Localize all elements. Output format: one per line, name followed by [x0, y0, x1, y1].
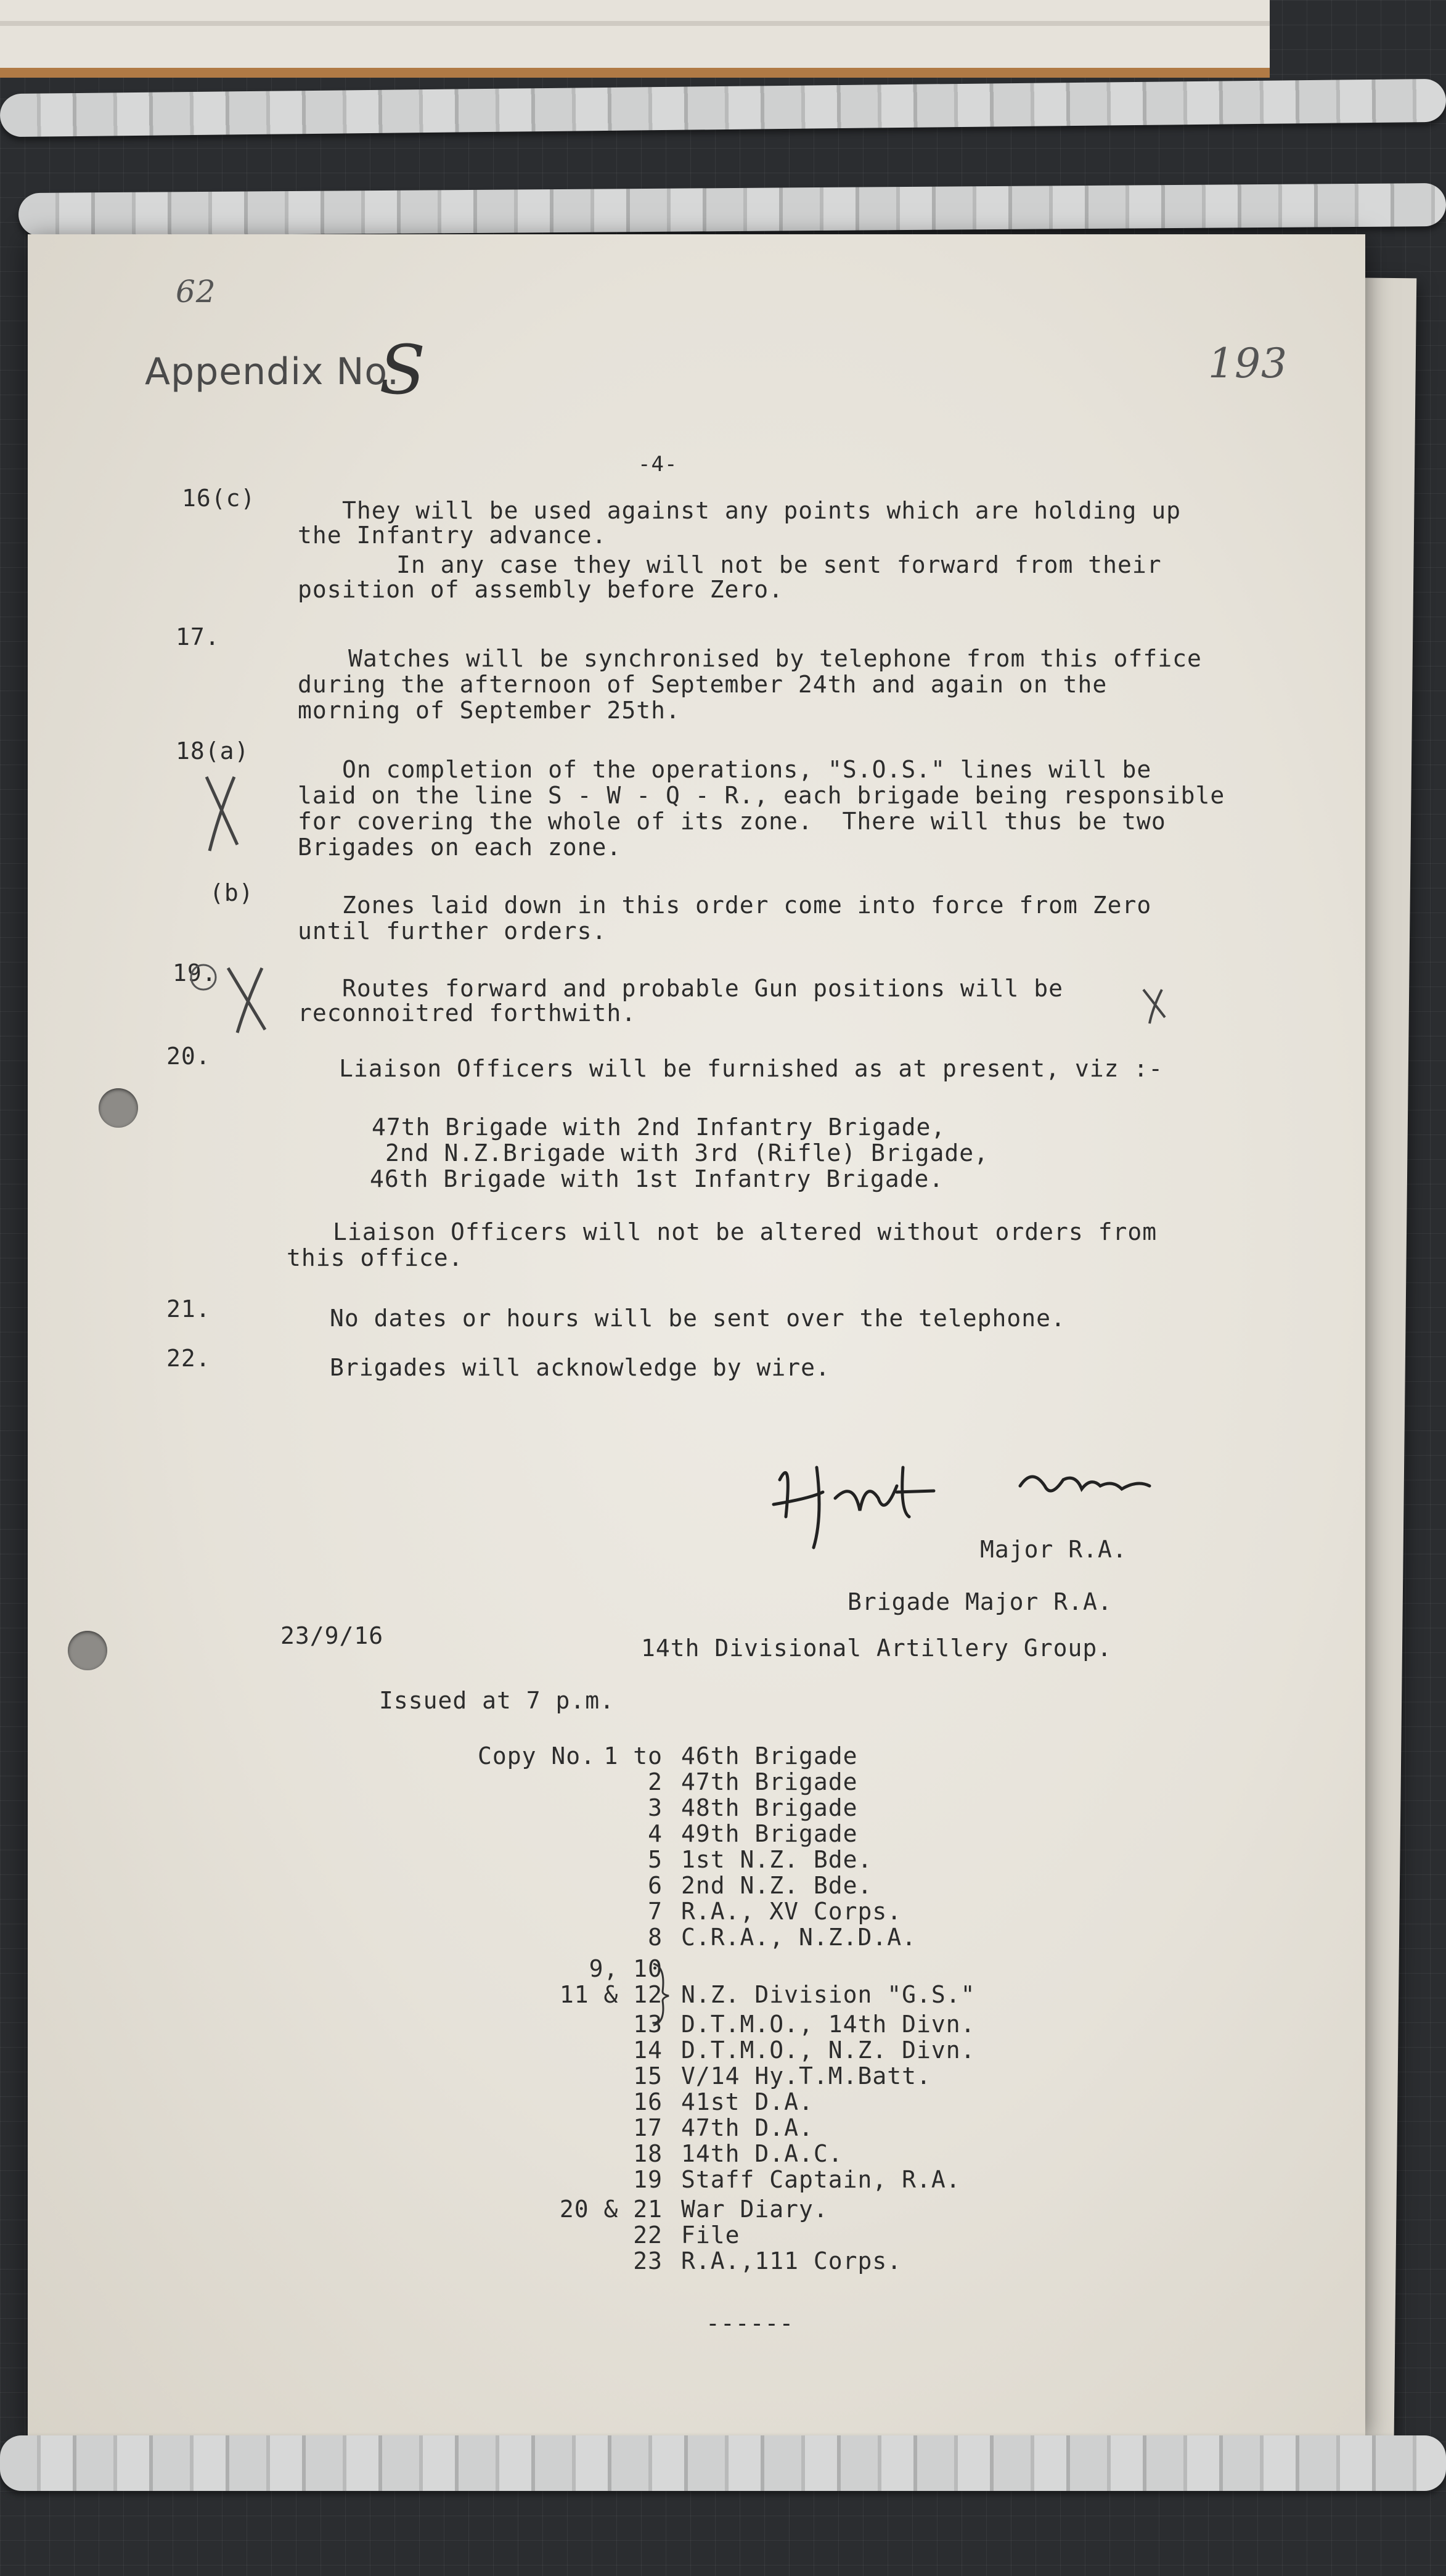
copy-recipient: 2nd N.Z. Bde.	[681, 1872, 873, 1899]
folio-number: 62	[176, 274, 216, 310]
appendix-value: S	[379, 330, 427, 409]
copy-number: 19	[633, 2166, 663, 2193]
folder-edge	[0, 0, 1270, 78]
para-18a-line-4: Brigades on each zone.	[298, 834, 622, 861]
para-20-line-2: 47th Brigade with 2nd Infantry Brigade,	[372, 1114, 946, 1141]
para-18b-line-1: Zones laid down in this order come into force from Zero	[342, 892, 1152, 919]
page-number: 193	[1208, 340, 1288, 387]
copy-number: 4	[648, 1820, 663, 1847]
copy-recipient: R.A., XV Corps.	[681, 1898, 902, 1925]
para-17-line-1: Watches will be synchronised by telephone from this office	[348, 645, 1202, 672]
signature-unit: 14th Divisional Artillery Group.	[641, 1635, 1113, 1662]
copy-number: 22	[633, 2221, 663, 2249]
copy-recipient: 47th D.A.	[681, 2114, 814, 2141]
copy-recipient: File	[681, 2221, 740, 2249]
copy-recipient: 46th Brigade	[681, 1742, 858, 1770]
copy-number: 20 & 21	[559, 2196, 663, 2223]
tick-mark-18a	[194, 765, 250, 857]
copy-number: 9, 10	[589, 1955, 663, 1982]
copy-number: 14	[633, 2037, 663, 2064]
punch-hole-upper	[99, 1088, 138, 1128]
para-20-line-1: Liaison Officers will be furnished as at present, viz :-	[339, 1055, 1164, 1082]
copy-no-prefix: Copy No.	[478, 1742, 596, 1770]
para-18b-line-2: until further orders.	[298, 917, 607, 945]
copy-recipient: D.T.M.O., 14th Divn.	[681, 2011, 976, 2038]
para-18a-line-3: for covering the whole of its zone. There will thus be two	[298, 808, 1166, 835]
para-16c-line-2: the Infantry advance.	[298, 522, 607, 549]
tick-mark-19	[219, 959, 274, 1039]
binding-cord-upper	[18, 183, 1446, 236]
copy-recipient: 41st D.A.	[681, 2088, 814, 2115]
copy-number: 18	[633, 2140, 663, 2167]
para-17-line-2: during the afternoon of September 24th and again on the	[298, 671, 1108, 698]
copy-recipient: 1st N.Z. Bde.	[681, 1846, 873, 1873]
para-19-line-1: Routes forward and probable Gun positions will be	[342, 975, 1064, 1002]
para-17-line-3: morning of September 25th.	[298, 697, 680, 724]
para-16c-line-1: They will be used against any points which are holding up	[342, 497, 1182, 524]
copy-recipient: C.R.A., N.Z.D.A.	[681, 1924, 917, 1951]
copy-number: 11 & 12	[559, 1981, 663, 2008]
appendix-label: Appendix No.	[145, 350, 400, 393]
copy-recipient: 47th Brigade	[681, 1768, 858, 1795]
copy-number: 2	[648, 1768, 663, 1795]
copy-recipient: Staff Captain, R.A.	[681, 2166, 961, 2193]
copy-recipient: D.T.M.O., N.Z. Divn.	[681, 2037, 976, 2064]
circle-mark-19	[188, 962, 219, 993]
copy-number: 7	[648, 1898, 663, 1925]
copy-number: 15	[633, 2062, 663, 2090]
copy-recipient: N.Z. Division "G.S."	[681, 1981, 976, 2008]
copy-number: 6	[648, 1872, 663, 1899]
para-16c-line-4: position of assembly before Zero.	[298, 576, 783, 603]
para-20-line-5: Liaison Officers will not be altered without orders from	[333, 1218, 1158, 1245]
para-16c-number: 16(c)	[182, 485, 256, 512]
signature-rank-1: Major R.A.	[980, 1536, 1127, 1563]
brace-mark	[647, 1961, 672, 2028]
copy-number: 5	[648, 1846, 663, 1873]
copy-number: 13	[633, 2011, 663, 2038]
para-16c-line-3: In any case they will not be sent forward from their	[396, 551, 1162, 578]
para-20-line-4: 46th Brigade with 1st Infantry Brigade.	[370, 1165, 944, 1192]
copy-number: 16	[633, 2088, 663, 2115]
copy-number: 1 to	[603, 1742, 663, 1770]
tick-mark-19-right	[1137, 983, 1174, 1027]
para-21-number: 21.	[166, 1295, 211, 1323]
copy-recipient: V/14 Hy.T.M.Batt.	[681, 2062, 931, 2090]
document-date: 23/9/16	[280, 1622, 384, 1649]
punch-hole-lower	[68, 1631, 107, 1670]
para-18a-line-2: laid on the line S - W - Q - R., each brigade being responsible	[298, 782, 1225, 809]
copy-recipient: 14th D.A.C.	[681, 2140, 843, 2167]
para-18b-number: (b)	[210, 879, 254, 906]
document-page	[28, 234, 1365, 2435]
copy-number: 17	[633, 2114, 663, 2141]
para-20-number: 20.	[166, 1043, 211, 1070]
copy-number: 23	[633, 2247, 663, 2275]
para-17-number: 17.	[176, 623, 220, 650]
para-20-line-6: this office.	[287, 1244, 464, 1271]
para-20-line-3: 2nd N.Z.Brigade with 3rd (Rifle) Brigade,	[385, 1139, 989, 1167]
copy-number: 8	[648, 1924, 663, 1951]
para-18a-number: 18(a)	[176, 737, 250, 765]
copy-recipient: War Diary.	[681, 2196, 828, 2223]
end-rule: ------	[706, 2310, 794, 2337]
copy-number: 3	[648, 1794, 663, 1821]
copy-recipient: 49th Brigade	[681, 1820, 858, 1847]
binding-cord-top	[0, 79, 1446, 137]
issued-time: Issued at 7 p.m.	[379, 1687, 615, 1714]
para-22-line-1: Brigades will acknowledge by wire.	[330, 1354, 830, 1381]
para-21-line-1: No dates or hours will be sent over the telephone.	[330, 1305, 1066, 1332]
signature-rank-2: Brigade Major R.A.	[848, 1588, 1113, 1615]
page-marker: -4-	[638, 452, 678, 477]
para-19-number: 19.	[173, 959, 217, 987]
para-18a-line-1: On completion of the operations, "S.O.S." lines will be	[342, 756, 1152, 783]
para-19-line-2: reconnoitred forthwith.	[298, 999, 637, 1027]
para-22-number: 22.	[166, 1345, 211, 1372]
binding-cord-bottom	[0, 2435, 1446, 2491]
copy-recipient: 48th Brigade	[681, 1794, 858, 1821]
copy-recipient: R.A.,111 Corps.	[681, 2247, 902, 2275]
